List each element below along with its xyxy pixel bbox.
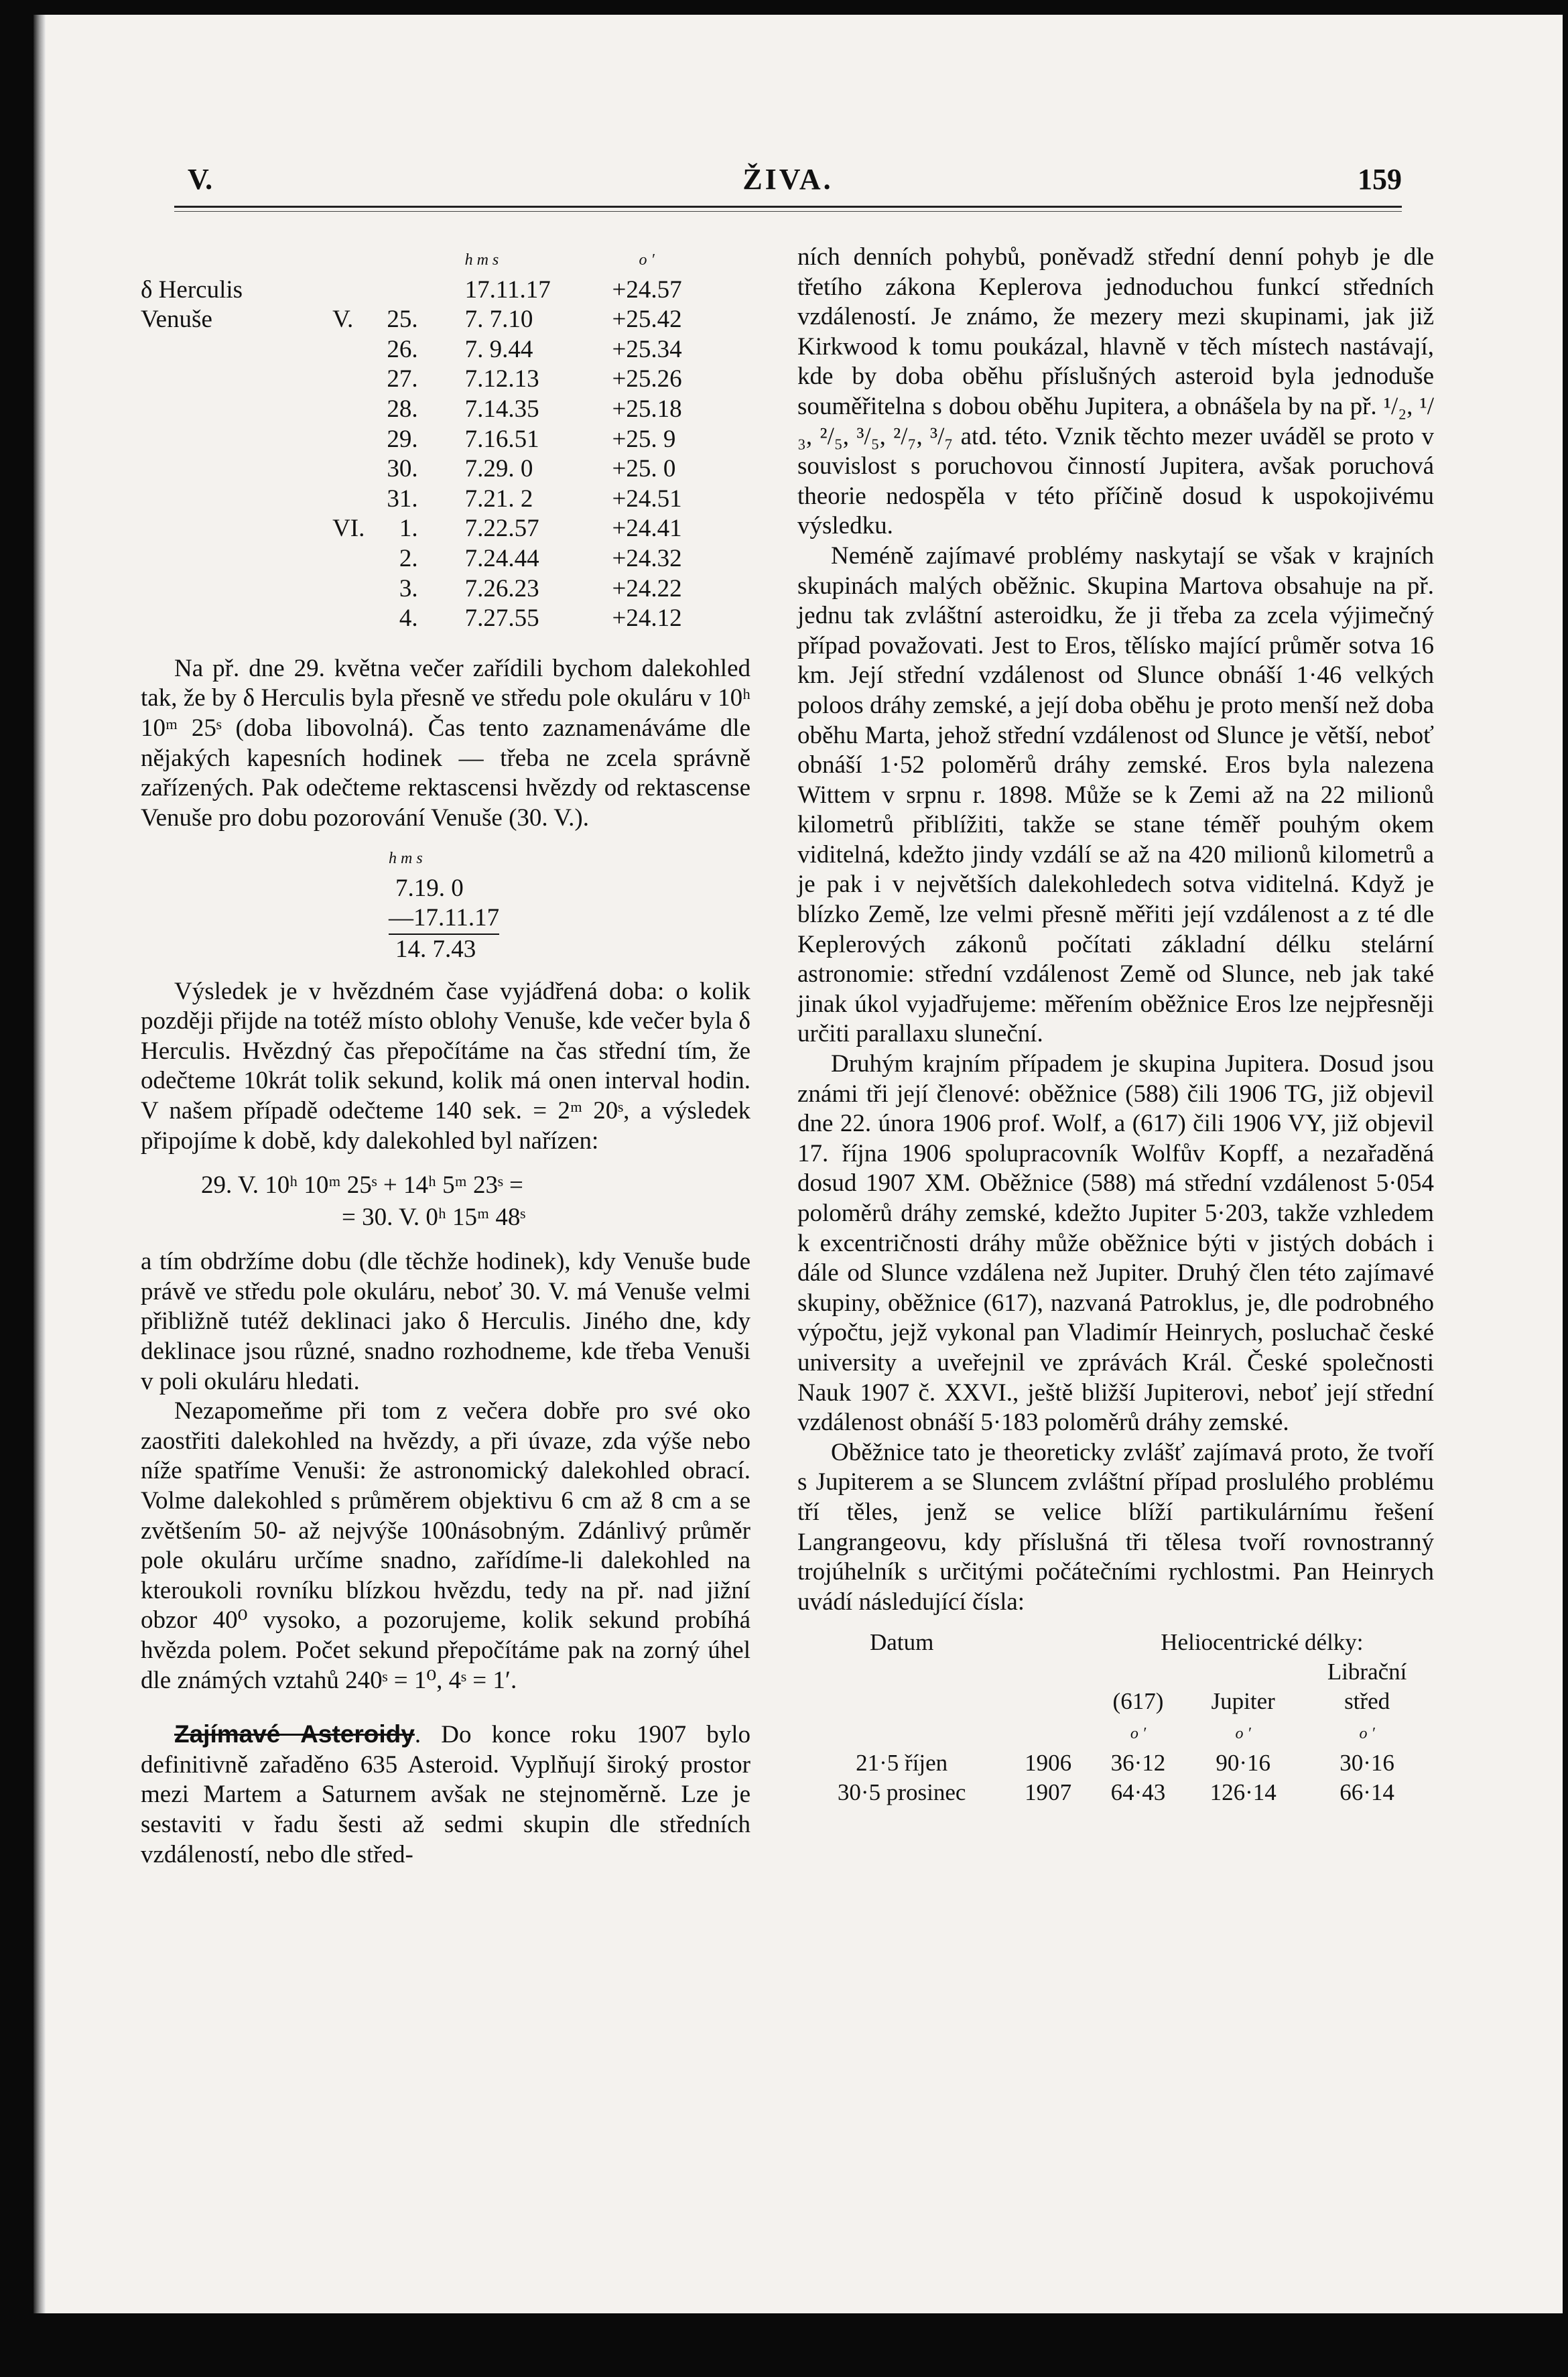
ephemeris-row xyxy=(141,335,750,365)
object-name xyxy=(141,335,332,365)
time-units: h m s xyxy=(464,251,499,269)
declination: +24.32 xyxy=(612,544,682,572)
month xyxy=(332,395,365,425)
right-ascension: 7.12.13 xyxy=(464,365,539,393)
month: VI. xyxy=(332,515,365,543)
right-ascension: 7.16.51 xyxy=(464,425,539,453)
page xyxy=(34,15,1563,2313)
volume-number: V. xyxy=(188,163,213,196)
right-ascension: 7. 9.44 xyxy=(464,335,533,363)
object-name: Venuše xyxy=(141,306,212,334)
ephemeris-row xyxy=(141,305,750,335)
col-header-heliocentric: Heliocentrické délky: xyxy=(1161,1629,1364,1656)
heliocentric-row xyxy=(797,1778,1434,1807)
declination: +24.22 xyxy=(612,574,682,602)
longitude-617: 64·43 xyxy=(1110,1779,1166,1806)
declination: +25.42 xyxy=(612,306,682,334)
longitude-jupiter: 90·16 xyxy=(1216,1750,1270,1777)
month xyxy=(332,425,365,455)
units-617: o ′ xyxy=(1130,1725,1147,1743)
day: 28. xyxy=(387,395,418,423)
ephemeris-table xyxy=(141,243,750,634)
right-ascension: 7.29. 0 xyxy=(464,455,533,483)
declination: +24.12 xyxy=(612,604,682,633)
object-name xyxy=(141,365,332,395)
paragraph: Druhým krajním případem je skupina Jupitera. Dosud jsou známi tři její členové: oběžnice (588) čili 1906 TG, již objevil dne 22. února 1906 prof. Wolf, a (617) čili 1906 VY, již objevil 17. října 1906 spolupracovník Wolfův Kopff, a nezařaděná dosud 1907 XM. Oběžnice (588) má střední vzdálenost 5·054 poloměrů dráhy zemské, kdežto Jupiter 5·203, takže vzhledem k excentričnosti dráhy může oběžnice býti v jistých dobách i dále od Slunce vzdálena než Jupiter. Druhý člen této zajímavé skupiny, oběžnice (617), nazvaná Patroklus, je, dle podrobného výpočtu, jejž vykonal pan Vladimír Heinrych, posluchač české university a uveřejnil ve zprávách Král. České společnosti Nauk 1907 č. XXVI., ještě bližší Jupiterovi, neboť její střední vzdálenost obnáší 5·183 poloměrů dráhy zemské. xyxy=(797,1050,1434,1437)
section-text: . Do konce roku 1907 bylo definitivně zařaděno 635 Asteroid. Vyplňují široký prostor mezi Martem a Saturnem avšak ne stejnoměrně. Lze je sestaviti v řadu šesti až sedmi skupin dle středních vzdáleností, nebo dle střed- xyxy=(141,1721,751,1868)
object-name xyxy=(141,395,332,425)
ephemeris-row xyxy=(141,275,750,306)
object-name xyxy=(141,485,332,515)
object-name xyxy=(141,544,332,574)
object-name xyxy=(141,514,332,544)
day xyxy=(365,275,464,306)
section-heading: Zajímavé Asteroidy xyxy=(174,1720,415,1748)
month xyxy=(332,485,365,515)
libration-center: 30·16 xyxy=(1340,1750,1394,1777)
right-ascension: 17.11.17 xyxy=(464,275,551,304)
day: 31. xyxy=(387,485,418,513)
ephemeris-row xyxy=(141,454,750,485)
object-name xyxy=(141,604,332,634)
heliocentric-row xyxy=(797,1748,1434,1778)
header-rule xyxy=(174,206,1402,208)
date: 21·5 říjen xyxy=(856,1750,948,1777)
units-jupiter: o ′ xyxy=(1235,1725,1251,1743)
year: 1906 xyxy=(1025,1750,1072,1777)
day: 30. xyxy=(387,455,418,483)
day: 27. xyxy=(387,365,418,393)
journal-title: ŽIVA. xyxy=(742,163,834,196)
equation-line: = 30. V. 0ʰ 15ᵐ 48ˢ xyxy=(342,1204,526,1232)
month xyxy=(332,544,365,574)
heliocentric-table xyxy=(797,1628,1434,1807)
paragraph: Neméně zajímavé problémy naskytají se však v krajních skupinách malých oběžnic. Skupina Martova obsahuje na př. jednu tak zvláštní asteroidku, že ji třeba za zcela výjimečný případ považovati. Jest to Eros, tělísko mající průměr sotva 16 km. Její střední vzdálenost od Slunce obnáší 1·46 velkých poloos dráhy zemské, a její doba oběhu je proto menší než doba oběhu Marta, jehož střední vzdálenost od Slunce je větší, neboť obnáší 1·52 poloměrů dráhy zemské. Eros byla nalezena Wittem v srpnu r. 1898. Může se k Zemi až na 22 milionů kilometrů přiblížiti, takže se stane téměř pouhým okem viditelná, kdežto jindy vzdálí se až na 420 milionů kilometrů a je pak i v největších dalekohledech sotva viditelná. Když je blízko Země, lze velmi přesně měřiti její vzdálenost a z té dle Keplerových zákonů počítati základní délku stelární astronomie: střední vzdálenost Země od Slunce, neb jak také jinak úkol vyjadřujeme: měřením oběžnice Eros lze nejpřesněji určiti parallaxu sluneční. xyxy=(797,541,1434,1048)
day: 3. xyxy=(399,574,418,602)
object-name xyxy=(141,574,332,604)
time-equation xyxy=(141,1169,750,1234)
object-name: δ Herculis xyxy=(141,275,243,304)
paragraph: a tím obdržíme dobu (dle těchže hodinek), kdy Venuše bude právě ve středu pole okuláru, neboť 30. V. má Venuše velmi přibližně tutéž deklinaci jako δ Herculis. Jiného dne, kdy deklinace jsou různé, snadno rozhodneme, kde třeba Venuši v poli okuláru hledati. xyxy=(141,1248,750,1395)
calc-units: h m s xyxy=(389,850,423,868)
left-column xyxy=(141,243,750,1870)
units-center: o ′ xyxy=(1359,1725,1375,1743)
right-ascension: 7.14.35 xyxy=(464,395,539,423)
paragraph: Na př. dne 29. května večer zařídili bychom dalekohled tak, že by δ Herculis byla přesně ve středu pole okuláru v 10ʰ 10ᵐ 25ˢ (doba libovolná). Čas tento zaznamenáváme dle nějakých kapesních hodinek — třeba ne zcela správně zařízených. Pak odečteme rektascensi hvězdy od rektascense Venuše pro dobu pozorování Venuše (30. V.). xyxy=(141,654,750,832)
ephemeris-row xyxy=(141,514,750,544)
ephemeris-row xyxy=(141,544,750,574)
month xyxy=(332,604,365,634)
month xyxy=(332,574,365,604)
declination: +24.51 xyxy=(612,485,682,513)
longitude-617: 36·12 xyxy=(1110,1750,1166,1777)
right-ascension: 7.21. 2 xyxy=(464,485,533,513)
right-ascension: 7. 7.10 xyxy=(464,306,533,334)
day: 29. xyxy=(387,425,418,453)
month: V. xyxy=(332,306,354,334)
declination: +25. 0 xyxy=(612,455,676,483)
month xyxy=(332,275,365,306)
declination: +25.34 xyxy=(612,335,682,363)
month xyxy=(332,335,365,365)
calc-line: 7.19. 0 xyxy=(395,874,464,902)
equation-line: 29. V. 10ʰ 10ᵐ 25ˢ + 14ʰ 5ᵐ 23ˢ = xyxy=(201,1171,523,1200)
col-header-date: Datum xyxy=(870,1629,934,1656)
dec-units: o ′ xyxy=(639,251,655,269)
right-ascension: 7.22.57 xyxy=(464,515,539,543)
month xyxy=(332,365,365,395)
declination: +25. 9 xyxy=(612,425,676,453)
right-ascension: 7.27.55 xyxy=(464,604,539,633)
ephemeris-row xyxy=(141,604,750,634)
day: 2. xyxy=(399,544,418,572)
declination: +25.18 xyxy=(612,395,682,423)
paragraph: Výsledek je v hvězdném čase vyjádřená doba: o kolik později přijde na totéž místo oblohy Venuše, kde večer byla δ Herculis. Hvězdný čas přepočítáme na čas střední tím, že odečteme 10krát tolik sekund, kolik má onen interval hodin. V našem případě odečteme 140 sek. = 2ᵐ 20ˢ, a výsledek připojíme k době, kdy dalekohled byl nařízen: xyxy=(141,977,750,1155)
day: 1. xyxy=(399,515,418,543)
declination: +24.41 xyxy=(612,515,682,543)
year: 1907 xyxy=(1025,1779,1072,1806)
ephemeris-row xyxy=(141,574,750,604)
col-header-jupiter: Jupiter xyxy=(1211,1688,1275,1715)
object-name xyxy=(141,425,332,455)
section-paragraph xyxy=(141,1720,750,1870)
object-name xyxy=(141,454,332,485)
day: 26. xyxy=(387,335,418,363)
day: 25. xyxy=(387,306,418,334)
longitude-jupiter: 126·14 xyxy=(1210,1779,1277,1806)
declination: +24.57 xyxy=(612,275,682,304)
ephemeris-row xyxy=(141,395,750,425)
right-ascension: 7.24.44 xyxy=(464,544,539,572)
paragraph: Oběžnice tato je theoreticky zvlášť zajímavá proto, že tvoří s Jupiterem a se Sluncem zvláštní případ proslulého problému tří těles, jenž se velice blíží partikulárnímu řešení Langrangeovu, kdy příslušná tři tělesa tvoří rovnostranný trojúhelník s určitými počátečními rychlostmi. Pan Heinrych uvádí následující čísla: xyxy=(797,1438,1434,1616)
paragraph: ních denních pohybů, poněvadž střední denní pohyb je dle třetího zákona Keplerova jednoduchou funkcí středních vzdáleností. Je známo, že mezery mezi skupinami, jak již Kirkwood k tomu poukázal, hlavně v těch místech nastávají, kde by doba oběhu příslušných asteroid byla jednoduše souměřitelna s dobou oběhu Jupitera, a obnášela by na př. ¹/₂, ¹/₃, ²/₅, ³/₅, ²/₇, ³/₇ atd. této. Vznik těchto mezer uváděl se proto v souvislost s poruchovou činností Jupitera, avšak poruchová theorie nedospěla v této příčině dosud k uspokojivému výsledku. xyxy=(797,243,1434,540)
right-ascension: 7.26.23 xyxy=(464,574,539,602)
calc-result: 14. 7.43 xyxy=(395,936,476,964)
subtraction-calc xyxy=(389,841,750,964)
col-header-libration: Librační xyxy=(1327,1659,1407,1685)
col-header-center: střed xyxy=(1344,1688,1390,1715)
month xyxy=(332,454,365,485)
declination: +25.26 xyxy=(612,365,682,393)
col-header-617: (617) xyxy=(1112,1688,1164,1715)
book-spine-edge xyxy=(34,15,46,2313)
ephemeris-units-row xyxy=(141,243,750,275)
right-column xyxy=(797,243,1434,1807)
header-rule-thin xyxy=(174,211,1402,212)
day: 4. xyxy=(399,604,418,633)
page-number: 159 xyxy=(1358,163,1402,196)
ephemeris-row xyxy=(141,485,750,515)
ephemeris-row xyxy=(141,425,750,455)
libration-center: 66·14 xyxy=(1340,1779,1394,1806)
paragraph: Nezapomeňme při tom z večera dobře pro své oko zaostřiti dalekohled na hvězdy, a při úvaze, zda výše nebo níže spatříme Venuši: že astronomický dalekohled obrací. Volme dalekohled s průměrem objektivu 6 cm až 8 cm a se zvětšením 50- až nejvýše 100násobným. Zdánlivý průměr pole okuláru určíme snadno, zařídíme-li dalekohled na kteroukoli rovníku blízkou hvězdu, tedy na př. nad jižní obzor 40⁰ vysoko, a pozorujeme, kolik sekund probíhá hvězda polem. Počet sekund přepočítáme pak na zorný úhel dle známých vztahů 240ˢ = 1⁰, 4ˢ = 1′. xyxy=(141,1397,750,1694)
ephemeris-row xyxy=(141,365,750,395)
date: 30·5 prosinec xyxy=(837,1779,966,1806)
calc-line: —17.11.17 xyxy=(389,903,499,935)
